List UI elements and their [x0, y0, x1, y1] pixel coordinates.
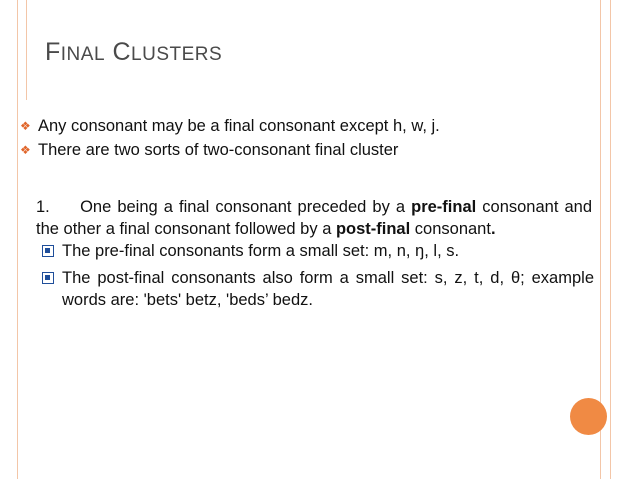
sub-bullet-item — [42, 240, 594, 262]
bullet-list — [20, 114, 600, 162]
bullet-text: There are two sorts of two-consonant final cluster — [38, 141, 399, 159]
left-rule-line — [17, 0, 18, 479]
blue-square-bullet-icon — [42, 245, 54, 257]
sub-bullet-item — [42, 267, 594, 311]
paragraph-bold-term: post-final — [335, 220, 411, 238]
paragraph-text: consonant and the other a final consonant followed by a — [36, 198, 593, 238]
sub-bullet-text: The pre-final consonants form a small set: m, n, ŋ, l, s. — [62, 242, 460, 260]
orange-diamond-bullet-icon: ❖ — [20, 119, 31, 133]
title-rest-2: LUSTERS — [131, 44, 223, 65]
title-initial-1: F — [45, 38, 61, 66]
orange-diamond-bullet-icon: ❖ — [20, 143, 31, 157]
orange-circle-decoration — [570, 398, 607, 435]
sub-bullet-text: The post-final consonants also form a small set: s, z, t, d, θ; example words are: 'bets' betz, 'beds’ bedz. — [62, 269, 594, 309]
paragraph-text: One being a final consonant preceded by a — [80, 198, 412, 216]
numbered-paragraph — [36, 196, 592, 240]
right-rule-line-outer — [610, 0, 611, 479]
bullet-text: Any consonant may be a final consonant except h, w, j. — [38, 117, 440, 135]
paragraph-number: 1. — [36, 198, 50, 216]
blue-square-bullet-icon — [42, 272, 54, 284]
paragraph-bold-term: pre-final — [411, 198, 477, 216]
slide-title — [45, 38, 222, 67]
title-rest-1: INAL — [60, 44, 106, 65]
title-initial-2: C — [112, 38, 132, 66]
paragraph-text: consonant — [410, 220, 491, 238]
left-rule-line-short — [26, 0, 27, 100]
bullet-item — [20, 138, 600, 162]
bullet-item — [20, 114, 600, 138]
paragraph-bold-period: . — [490, 220, 496, 238]
